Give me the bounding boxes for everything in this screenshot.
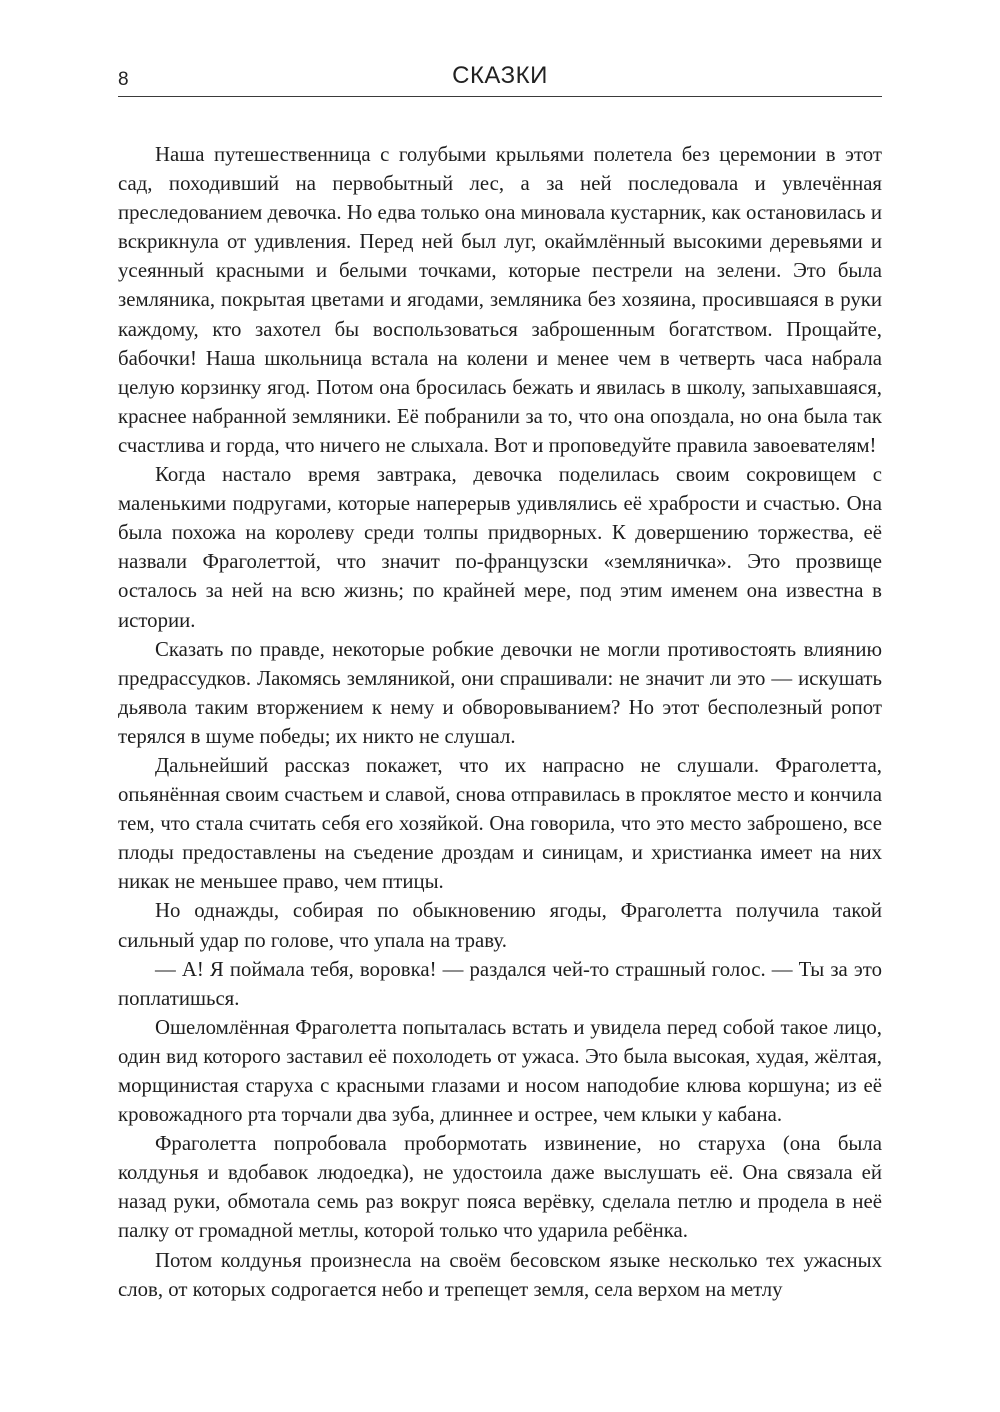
section-title: СКАЗКИ — [452, 62, 548, 89]
paragraph-6-dialogue: — А! Я поймала тебя, воровка! — раздался чей-то страшный голос. — Ты за это поплатишься. — [118, 957, 882, 1010]
paragraph-8: Фраголетта попробовала пробормотать извинение, но старуха (она была колдунья и вдобавок людоедка), не удостоила даже выслушать её. Она связала ей назад руки, обмотала семь раз вокруг пояса верёвку, сделала петлю и продела в неё палку от громадной метлы, которой только что ударила ребёнка. — [118, 1132, 882, 1243]
body-text — [118, 140, 882, 1304]
paragraph-5: Но однажды, собирая по обыкновению ягоды, Фраголетта получила такой сильный удар по голове, что упала на траву. — [118, 899, 882, 952]
running-header — [118, 58, 882, 97]
paragraph-7: Ошеломлённая Фраголетта попыталась встать и увидела перед собой такое лицо, один вид которого заставил её похолодеть от ужаса. Это была высокая, худая, жёлтая, морщинистая старуха с красными глазами и носом наподобие клюва коршуна; из её кровожадного рта торчали два зуба, длиннее и острее, чем клыки у кабана. — [118, 1015, 882, 1127]
paragraph-9: Потом колдунья произнесла на своём бесовском языке несколько тех ужасных слов, от которых содрогается небо и трепещет земля, села верхом на метлу — [118, 1248, 882, 1301]
paragraph-2: Когда настало время завтрака, девочка поделилась своим сокровищем с маленькими подругами, которые наперерыв удивлялись её храбрости и счастью. Она была похожа на королеву среди толпы придворных. К довершению торжества, её назвали Фраголеттой, что значит по-французски «земляничка». Это прозвище осталось за ней на всю жизнь; по крайней мере, под этим именем она известна в истории. — [118, 463, 882, 632]
page-number: 8 — [118, 69, 129, 90]
paragraph-1: Наша путешественница с голубыми крыльями полетела без церемонии в этот сад, походивший на первобытный лес, а за ней последовала и увлечённая преследованием девочка. Но едва только она миновала кустарник, как остановилась и вскрикнула от удивления. Перед ней был луг, окаймлённый высокими деревьями и усеянный красными и белыми точками, которые пестрели на зелени. Это была земляника, покрытая цветами и ягодами, земляника без хозяина, просившаяся в руки каждому, кто захотел бы воспользоваться заброшенным богатством. Прощайте, бабочки! Наша школьница встала на колени и менее чем в четверть часа набрала целую корзинку ягод. Потом она бросилась бежать и явилась в школу, запыхавшаяся, краснее набранной земляники. Её побранили за то, что она опоздала, но она была так счастлива и горда, что ничего не слыхала. Вот и проповедуйте правила завоевателям! — [118, 143, 882, 457]
paragraph-3: Сказать по правде, некоторые робкие девочки не могли противостоять влиянию предрассудков. Лакомясь земляникой, они спрашивали: не значит ли это — искушать дьявола таким вторжением к нему и обворовыванием? Но этот бесполезный ропот терялся в шуме победы; их никто не слушал. — [118, 637, 882, 748]
paragraph-4: Дальнейший рассказ покажет, что их напрасно не слушали. Фраголетта, опьянённая своим счастьем и славой, снова отправилась в проклятое место и кончила тем, что стала считать себя его хозяйкой. Она говорила, что это место заброшено, все плоды предоставлены на съедение дроздам и синицам, и христианка имеет на них никак не меньшее право, чем птицы. — [118, 753, 882, 894]
